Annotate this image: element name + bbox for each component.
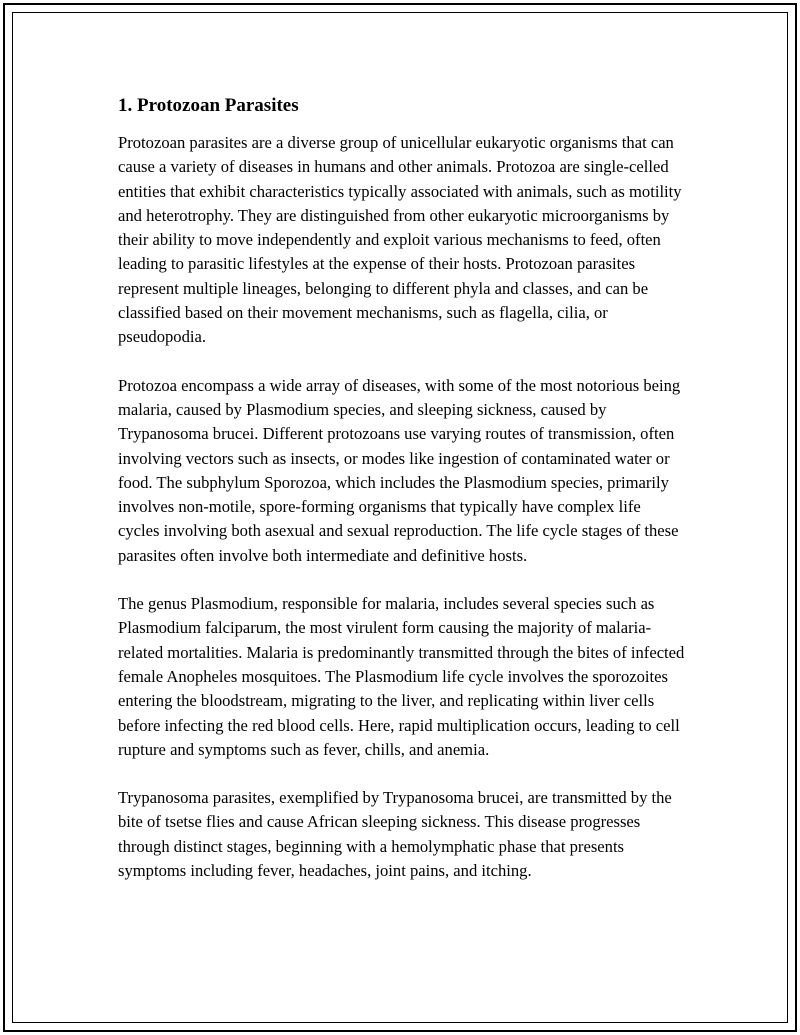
section-heading: 1. Protozoan Parasites [118, 95, 299, 116]
paragraph-protozoa-overview: Protozoan parasites are a diverse group of unicellular eukaryotic organisms that can cause a variety of diseases in humans and other animals. Protozoa are single-celled entities that exhibit characteristics typically associated with animals, such as motility and heterotrophy. They are distinguished from other eukaryotic microorganisms by their ability to move independently and exploit various mechanisms to feed, often leading to parasitic lifestyles at the expense of their hosts. Protozoan parasites represent multiple lineages, belonging to different phyla and classes, and can be classified based on their movement mechanisms, such as flagella, cilia, or pseudopodia. [118, 133, 682, 347]
document-body [118, 93, 686, 907]
paragraph-trypanosoma: Trypanosoma parasites, exemplified by Trypanosoma brucei, are transmitted by the bite of tsetse flies and cause African sleeping sickness. This disease progresses through distinct stages, beginning with a hemolymphatic phase that presents symptoms including fever, headaches, joint pains, and itching. [118, 788, 672, 881]
paragraph-plasmodium: The genus Plasmodium, responsible for malaria, includes several species such as Plasmodium falciparum, the most virulent form causing the majority of malaria-related mortalities. Malaria is predominantly transmitted through the bites of infected female Anopheles mosquitoes. The Plasmodium life cycle involves the sporozoites entering the bloodstream, migrating to the liver, and replicating within liver cells before infecting the red blood cells. Here, rapid multiplication occurs, leading to cell rupture and symptoms such as fever, chills, and anemia. [118, 594, 685, 759]
paragraph-protozoa-diseases: Protozoa encompass a wide array of diseases, with some of the most notorious being malaria, caused by Plasmodium species, and sleeping sickness, caused by Trypanosoma brucei. Different protozoans use varying routes of transmission, often involving vectors such as insects, or modes like ingestion of contaminated water or food. The subphylum Sporozoa, which includes the Plasmodium species, primarily involves non-motile, spore-forming organisms that typically have complex life cycles involving both asexual and sexual reproduction. The life cycle stages of these parasites often involve both intermediate and definitive hosts. [118, 375, 681, 565]
